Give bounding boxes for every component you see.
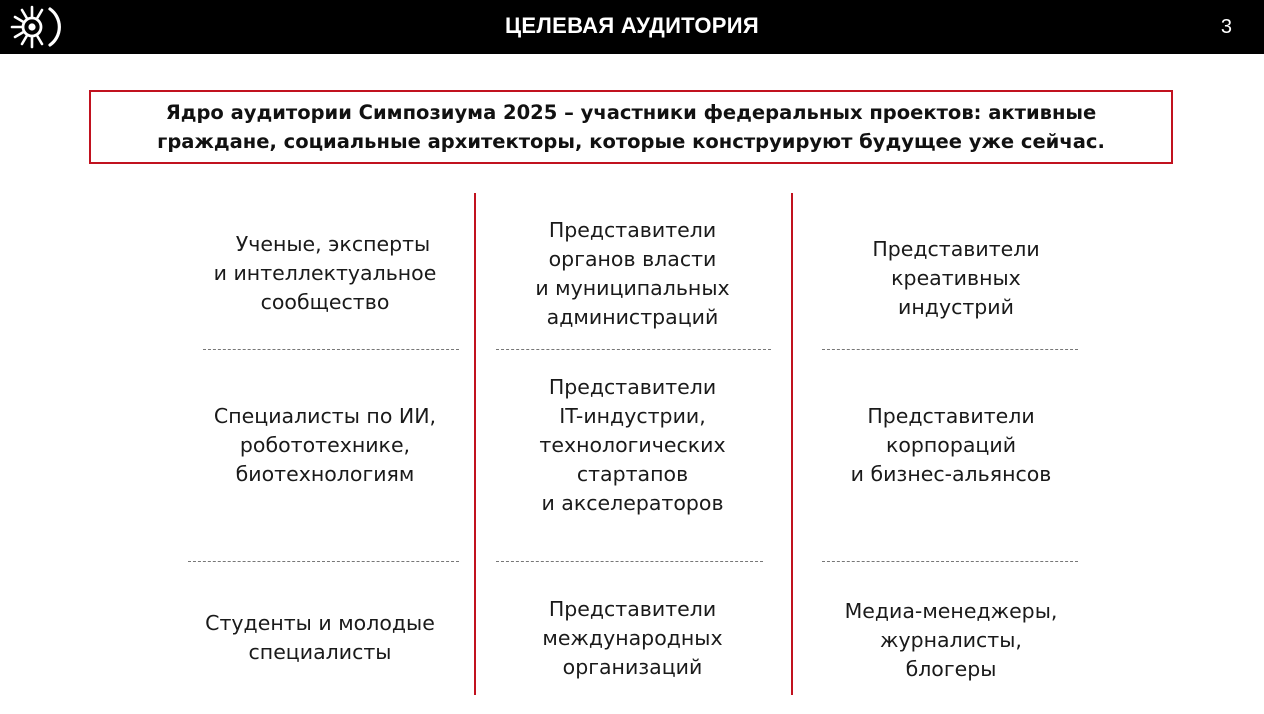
audience-media: Медиа-менеджеры, журналисты, блогеры (844, 599, 1058, 681)
row-divider (496, 561, 763, 562)
audience-scientists: Ученые, эксперты и интеллектуальное сообщество (213, 232, 437, 314)
header-bar (0, 0, 1264, 54)
audience-corporations: Представители корпораций и бизнес-альянсов (850, 404, 1052, 486)
core-line-2: граждане, социальные архитекторы, которые конструируют будущее уже сейчас. (157, 130, 1105, 153)
column-divider-2 (791, 193, 793, 695)
row-divider (188, 561, 459, 562)
audience-students: Студенты и молодые специалисты (205, 611, 435, 664)
audience-ai-specialists: Специалисты по ИИ, робототехнике, биотехнологиям (213, 404, 437, 486)
audience-it-industry: Представители IT-индустрии, технологических стартапов и акселераторов (539, 375, 726, 515)
page-number: 3 (1220, 16, 1232, 38)
row-divider (496, 349, 771, 350)
core-line-1: Ядро аудитории Симпозиума 2025 – участники федеральных проектов: активные (165, 101, 1097, 124)
page-title: ЦЕЛЕВАЯ АУДИТОРИЯ (505, 13, 759, 38)
audience-government: Представители органов власти и муниципальных администраций (535, 218, 730, 329)
row-divider (822, 349, 1078, 350)
row-divider (203, 349, 459, 350)
audience-creative-industries: Представители креативных индустрий (872, 237, 1040, 319)
core-audience-box (89, 90, 1173, 164)
row-divider (822, 561, 1078, 562)
audience-international-orgs: Представители международных организаций (542, 597, 723, 679)
